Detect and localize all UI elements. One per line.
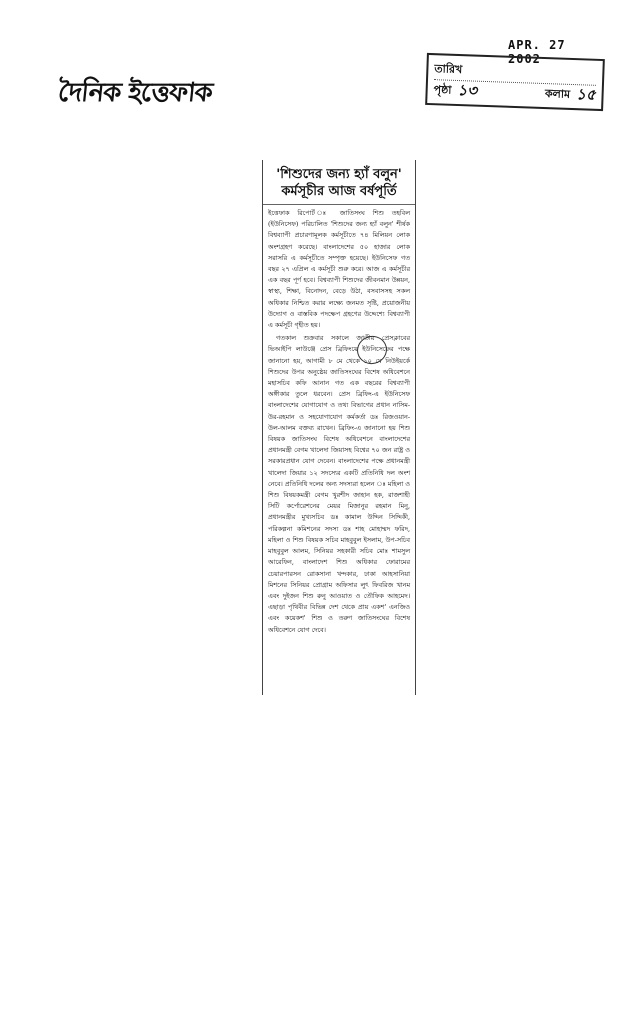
headline-block	[263, 160, 415, 205]
ref-page-row	[433, 80, 596, 106]
article-body	[263, 205, 415, 641]
date-stamp: APR. 27 2002	[508, 38, 566, 66]
ref-page-label: পৃষ্ঠা	[433, 82, 452, 97]
article-paragraph: গতকাল শুক্রবার সকালে জাতীয় প্রেসক্লাবের ভিআইপি লাউঞ্জে প্রেস ব্রিফিংয়ে ইউনিসেফের পক্ষে জানানো হয়, আগামী ৮ মে থেকে ১০ মে নিউইয়র্কে শিশুদের উপর অনুষ্ঠেয় জাতিসংঘের বিশেষ অধিবেশনে মহাসচিব কফি আনান গত এক বছরের বিশ্বব্যাপী অঙ্গীকার তুলে ধরবেন। প্রেস ব্রিফিং-এ ইউনিসেফ বাংলাদেশের যোগাযোগ ও তথ্য বিভাগের প্রধান নাসিম-উর-রহমান ও সহযোগাযোগ কর্মকর্তা ডঃ রিজওয়ান-উল-আলম বক্তব্য রাখেন। ব্রিফিং-এ জানানো হয় শিশু বিষয়ক জাতিসংঘ বিশেষ অধিবেশনে বাংলাদেশের প্রধানমন্ত্রী বেগম খালেদা জিয়াসহ বিশ্বের ৭০ জন রাষ্ট্র ও সরকারপ্রধান যোগ দেবেন। বাংলাদেশের পক্ষে প্রধানমন্ত্রী খালেদা জিয়ার ১২ সদস্যের একটি প্রতিনিধি দল অংশ নেবে। প্রতিনিধি দলের অন্য সদস্যরা হলেন ঃ মহিলা ও শিশু বিষয়কমন্ত্রী বেগম খুরশীদ জাহান হক, রাজশাহী সিটি কর্পোরেশনের মেয়র মিজানুর রহমান মিনু, প্রধানমন্ত্রীর মুখ্যসচিব ডঃ কামাল উদ্দিন সিদ্দিকী, পরিকল্পনা কমিশনের সদস্য ডঃ শাহ মোহাম্মদ ফরিদ, মহিলা ও শিশু বিষয়ক সচিব মাহবুবুল ইসলাম, উপ-সচিব মাহবুবুল আলম, সিনিয়র সহকারী সচিব মোঃ শামসুল আরেফিন, বাংলাদেশ শিশু অধিকার ফোরামের চেয়ারপারসন রোকসানা খন্দকার, ঢাকা আহসানিয়া মিশনের সিনিয়র প্রোগ্রাম অফিসার লুৎ ফিবরিজ খানম এবং দুইজন শিশু রুনু আওয়াত ও তৌফিক আহমেদ। এছাড়া পৃথিবীর বিভিন্ন দেশ থেকে প্রায় একশ' এনজিও এবং কয়েকশ' শিশু ও তরুণ জাতিসংঘের বিশেষ অধিবেশনে যোগ দেবে।	[268, 334, 410, 634]
article-paragraph: ইত্তেফাক রিপোর্ট ঃ জাতিসংঘ শিশু তহবিল (ইউনিসেফ) পরিচালিত 'শিশুদের জন্য হ্যাঁ বলুন' শীর্ষক বিশ্বব্যাপী প্রচারণামূলক কর্মসূচীতে ৭৪ মিলিয়ন লোক অংশগ্রহণ করেছে। বাংলাদেশের ৫০ হাজার লোক সরাসরি এ কর্মসূচীতে সম্পৃক্ত হয়েছে। ইউনিসেফ গত বছর ২৭ এপ্রিল এ কর্মসূচী শুরু করে। আজ এ কর্মসূচীর এক বছর পূর্ণ হবে। বিশ্বব্যাপী শিশুদের জীবনমান উন্নয়ন, স্বাস্থ্য, শিক্ষা, বিনোদন, বেড়ে উঠা, বসবাসসহ সকল অধিকার নিশ্চিত করার লক্ষ্যে জনমত সৃষ্টি, প্রয়োজনীয় উদ্যোগ ও বাস্তবিক পদক্ষেপ গ্রহণের উদ্দেশ্যে বিশ্বব্যাপী এ কর্মসূচী গৃহীত হয়।	[268, 209, 410, 330]
headline-line-1: 'শিশুদের জন্য হ্যাঁ বলুন'	[276, 167, 402, 182]
ref-page-value: ১৩	[457, 80, 478, 100]
ref-date-blank	[468, 70, 596, 74]
newspaper-masthead: দৈনিক ইত্তেফাক	[56, 78, 214, 108]
news-clipping	[262, 160, 416, 695]
reference-box	[425, 53, 605, 111]
ref-date-label: তারিখ	[434, 61, 463, 76]
ref-column-value: ১৫	[575, 84, 596, 104]
ref-page-blank	[483, 92, 539, 94]
ref-column-label: কলাম	[544, 86, 571, 101]
headline-line-2: কর্মসূচীর আজ বর্ষপূর্তি	[281, 184, 397, 199]
